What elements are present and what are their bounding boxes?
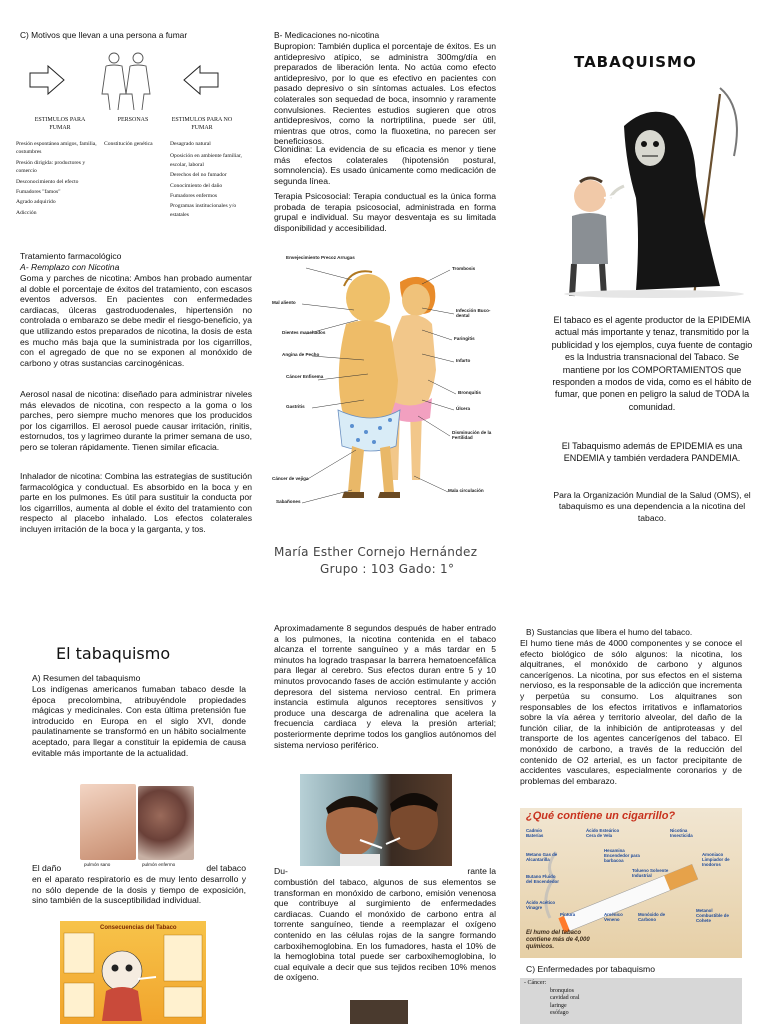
- diagram-label: Bronquitis: [458, 390, 481, 395]
- history-paragraph: Los indígenas americanos fumaban tabaco desde la época precolombina, atribuyéndole propiedades mágicas y medicinales. Con esta última pretensión fue introducido en Europa en el siglo XVI, donde paulatinamente se transformó en un hábito socialmente aceptado, para llegar a constituir la epidemia de causa evitable más importante de la actualidad.: [32, 684, 246, 758]
- replacement-heading: A- Remplazo con Nicotina: [20, 262, 120, 272]
- who-paragraph: Para la Organización Mundial de la Salud (OMS), el tabaquismo es una dependencia a la nicotina del tabaco.: [553, 490, 751, 523]
- list-item: Presión espontánea amigos, familia, costumbres: [16, 141, 97, 156]
- poster-title: ¿Qué contiene un cigarrillo?: [526, 810, 676, 822]
- diagram-label: Angina de Pecho: [282, 352, 320, 357]
- diagram-label: Mala circulación: [448, 488, 484, 493]
- poster-footer: El humo del tabaco contiene más de 4,000 químicos.: [526, 930, 590, 950]
- motives-illustration: [26, 50, 226, 112]
- label-people: PERSONAS: [117, 117, 149, 123]
- diagram-label: Disminución de la Fertilidad: [452, 430, 492, 440]
- poster-label: Arsénico Veneno: [604, 912, 623, 922]
- arrow-left-icon: [184, 66, 218, 94]
- poster-label: Nicotina Insecticida: [670, 828, 693, 838]
- nasal-spray-paragraph: Aerosol nasal de nicotina: diseñado para administrar niveles más elevados de nicotina, con respecto a la goma o los parches, pero siempre mucho menores que los producidos por los cigarrillos. El aerosol puede causar irritación, rinitis, estornudos, tos y lagrimeo durante la primer semana de uso, pero se toleran rápidamente. Tienen similar eficacia.: [20, 389, 252, 452]
- diseased-lung-caption: pulmón enfermo: [142, 862, 176, 867]
- diagram-label: Sabañones: [276, 499, 301, 504]
- poster-label: Ácido Esteárico Cera de Vela: [586, 828, 620, 838]
- list-item: Conocimiento del daño: [170, 182, 223, 189]
- skull-smoker-illustration: [60, 921, 206, 1024]
- pandemic-paragraph: El Tabaquismo además de EPIDEMIA es una ENDEMIA y también verdadera PANDEMIA.: [561, 441, 743, 464]
- diagram-label: Gastritis: [286, 404, 305, 409]
- poster-title: Consecuencias del Tabaco: [100, 925, 177, 931]
- list-item: cavidad oral: [550, 995, 580, 1002]
- cover-title: TABAQUISMO: [574, 53, 697, 71]
- diagram-label: Mal aliento: [272, 300, 296, 305]
- list-item: Programas institucionales y/o estatales: [170, 203, 237, 218]
- list-item: Derechos del no fumador: [170, 172, 227, 179]
- author-name: María Esther Cornejo Hernández: [274, 545, 478, 559]
- people-icon: [102, 53, 150, 110]
- poster-label: Ácido Acético Vinagre: [526, 900, 556, 910]
- man-figure: [338, 271, 400, 498]
- consequences-poster: [60, 921, 206, 1024]
- nicotine-absorption-paragraph: Aproximadamente 8 segundos después de haber entrado a los pulmones, la nicotina contenida en el tabaco alcanza el torrente sanguíneo y a más tardar en 5 minutos ha logrado traspasar la barrera hematoencefálica para llegar al cerebro. Sus efectos duran entre 5 y 10 minutos provocando fases de acción estimulante y acción depresora del sistema nervioso central. En primera instancia estimula algunos receptores sensitivos y produce una descarga de adrenalina que acelera la frecuencia cardiaca y eleva la presión arterial; posteriormente deprime todos los ganglios autónomos del sistema nervioso periférico.: [274, 623, 496, 750]
- combustion-paragraph: combustión del tabaco, algunos de sus elementos se transforman en monóxido de carbono, emisión venenosa que contribuye al surgimiento de enfermedades cardiacas. Cuando el monóxido de carbono entra al torrente sanguíneo, tiende a reemplazar el oxígeno contenido en las células rojas de la sangre formando carboxihemoglobina. En los fumadores, hasta el 10% de la hemoglobina total puede ser carboxihemoglobina, lo cual equivale a decir que sus tejidos reciben 10% menos de oxígeno.: [274, 877, 496, 983]
- list-item: Fumadores "famos": [16, 189, 61, 196]
- poster-label: Tolueno Solvente Industrial: [632, 868, 669, 878]
- poster-label: Butano Fluido del Encendedor: [526, 874, 559, 884]
- psychosocial-paragraph: Terapia Psicosocial: Terapia conductual es la única forma probada de terapia psicosocial, administrada en forma grupal e individual. Su mayor desventaja es su limitada disponibilidad y accesibilidad.: [274, 191, 496, 233]
- diagram-label: Dientes manchados: [282, 330, 326, 335]
- list-item: Desagrado natural: [170, 141, 211, 147]
- list-item: esófago: [550, 1010, 569, 1017]
- diagram-label: Trombosis: [452, 266, 476, 271]
- poster-label: Hexamina Encendedor para barbacoa: [604, 848, 640, 863]
- cigarette-contents-poster: [520, 808, 742, 958]
- stimuli-smoke-list: [16, 140, 100, 217]
- diagram-label: Infección Buco-dental: [456, 308, 491, 318]
- list-item: - Cáncer:: [524, 980, 547, 986]
- nicotine-gum-patch-paragraph: Goma y parches de nicotina: Ambos han probado aumentar al doble el porcentaje de éxitos del tratamiento, con escasos eventos adversos. En pacientes con enfermedades cardiacas, úlceras gastroduodenales, hipertensión no controlada o embarazo se debe medir el riesgo-beneficio, ya que utilizando estos preparados de nicotina, la dosis de esta es mucho más baja que la suministrada por los cigarrillos, con el agregado de que no se exponen al monóxido de carbono y otras sustancias carcinogénicas.: [20, 273, 252, 368]
- list-item: Adicción: [16, 209, 37, 216]
- clonidine-paragraph: Clonidina: La evidencia de su eficacia es menor y tiene más efectos colaterales (hipotensión postural, somnolencia). Es usado únicamente como medicación de segunda línea.: [274, 144, 496, 186]
- summary-title: El tabaquismo: [56, 644, 171, 663]
- list-item: Constitución genética: [104, 141, 153, 147]
- inhaler-paragraph: Inhalador de nicotina: Combina las estrategias de sustitución farmacológica y conductual. Es absorbido en la boca y en parte en los pulmones. Es útil para sustituir la conducta por los cigarrillos, aumenta al doble el éxito del tratamiento con respecto al placebo inhalado. Los efectos colaterales incluyen irritación de la boca y la garganta, y tos.: [20, 471, 252, 534]
- poster-label: Metanol Combustible de Cohete: [696, 908, 729, 923]
- epidemic-paragraph: El tabaco es el agente productor de la EPIDEMIA actual más importante y tenaz, transmitido por la publicidad y los ejemplos, cuya fuente de contagio es la Industria transnacional del Tabaco. Se mantiene por los COMPORTAMIENTOS que responden a modos de vida, como es el hábito de fumar, que ponen en peligro la salud de TODA la comunidad.: [551, 315, 753, 412]
- label-stimuli-not-smoke: ESTIMULOS PARA NO FUMAR: [171, 117, 233, 131]
- poster-label: Metano Gas de Alcantarilla: [526, 852, 558, 862]
- diagram-label: Envejecimiento Precoz Arrugas: [286, 255, 355, 260]
- damage-paragraph-end: del tabaco: [206, 863, 246, 873]
- diseases-list: [520, 978, 742, 1018]
- list-item: bronquios: [550, 987, 574, 994]
- damage-paragraph-start: El daño: [32, 863, 62, 873]
- healthy-lung-image: [80, 784, 136, 860]
- poster-label: Amoniaco Limpiador de Inodoros: [702, 852, 730, 867]
- diagram-label: Faringitis: [454, 336, 475, 341]
- healthy-lung-caption: pulmón sano: [84, 862, 111, 867]
- poster-label: Cadmio Baterías: [526, 828, 544, 838]
- list-item: Oposición en ambiente familiar, escolar, laboral: [170, 153, 242, 168]
- diagram-label: Infarto: [456, 358, 471, 363]
- boys-smoking-photo: [300, 774, 452, 866]
- motives-heading: C) Motivos que llevan a una persona a fumar: [20, 30, 188, 40]
- list-item: Presión dirigida: productores y comercio: [16, 159, 86, 175]
- substances-paragraph: El humo tiene más de 4000 componentes y se conoce el efecto biológico de sólo algunos: la nicotina, los alquitranes, el monóxido de carbono y algunos cancerígenos. La nicotina, por sus efectos en el sistema nervioso, es la responsable de la adicción que incrementa y perpetúa su consumo. Los alquitranes son responsables de los efectos irritativos e inflamatorios sobre la vía aérea y territorio alveolar, del daño de la función ciliar, de la inhibición de antiproteasas y del transporte de los agentes cancerígenos del tabaco. El monóxido de carbono, a través de la reducción del contenido de O2 arterial, es un factor precipitante de accidentes vasculares, especialmente coronarios y de problemas del embarazo.: [520, 638, 742, 786]
- bottom-photo-fragment: [350, 1000, 408, 1024]
- list-item: Fumadores enfermos: [170, 193, 218, 200]
- grim-reaper-illustration: [544, 86, 754, 300]
- diagram-label: Úlcera: [456, 406, 471, 411]
- non-nicotine-heading: B- Medicaciones no-nicotina: [274, 30, 380, 40]
- arrow-right-icon: [30, 66, 64, 94]
- group-info: Grupo : 103 Gado: 1°: [320, 562, 455, 576]
- diseases-box: [520, 978, 742, 1024]
- people-list: [104, 140, 164, 148]
- diagram-label: Cáncer de vejiga: [272, 476, 309, 481]
- poster-label: Monóxido de Carbono: [638, 912, 666, 922]
- combustion-paragraph-end: rante la: [467, 866, 496, 876]
- bupropion-paragraph: Bupropion: También duplica el porcentaje de éxitos. Es un antidepresivo atípico, se administra 300mg/día en preparados de liberación lenta. No actúa como efecto antidepresivo, por lo que es efectivo en pacientes con pasado depresivo o sin síntomas actuales. Los efectos colaterales son sequedad de boca, insomnio y raramente convulsiones. Recientes estudios sugieren que otros antidepresivos, como la nortriptilina, puede ser útil, mientras que otros, como la fluoxetina, no parecen ser beneficiosos.: [274, 41, 496, 147]
- list-item: Agrado adquirido: [16, 199, 56, 206]
- list-item: laringe: [550, 1002, 567, 1009]
- smoking-effects-diagram: [272, 250, 494, 518]
- treatment-heading: Tratamiento farmacológico: [20, 251, 122, 261]
- diseases-heading: C) Enfermedades por tabaquismo: [526, 964, 655, 974]
- substances-heading: B) Sustancias que libera el humo del tabaco.: [526, 627, 693, 637]
- stimuli-not-smoke-list: [170, 140, 250, 219]
- boys-smoking-illustration: [300, 774, 452, 866]
- diseased-lung-image: [138, 786, 194, 860]
- damage-paragraph: en el aparato respiratorio es de muy lento desarrollo y no sólo depende de la dosis y tiempo de exposición, sino también de la susceptibilidad individual.: [32, 874, 246, 906]
- poster-label: Pintura: [560, 912, 576, 917]
- combustion-paragraph-start: Du-: [274, 866, 288, 876]
- label-stimuli-smoke: ESTIMULOS PARA FUMAR: [34, 117, 86, 131]
- list-item: Desconocimiento del efecto: [16, 178, 79, 185]
- diagram-label: Cáncer Enfisema: [286, 374, 324, 379]
- summary-heading: A) Resumen del tabaquismo: [32, 673, 141, 683]
